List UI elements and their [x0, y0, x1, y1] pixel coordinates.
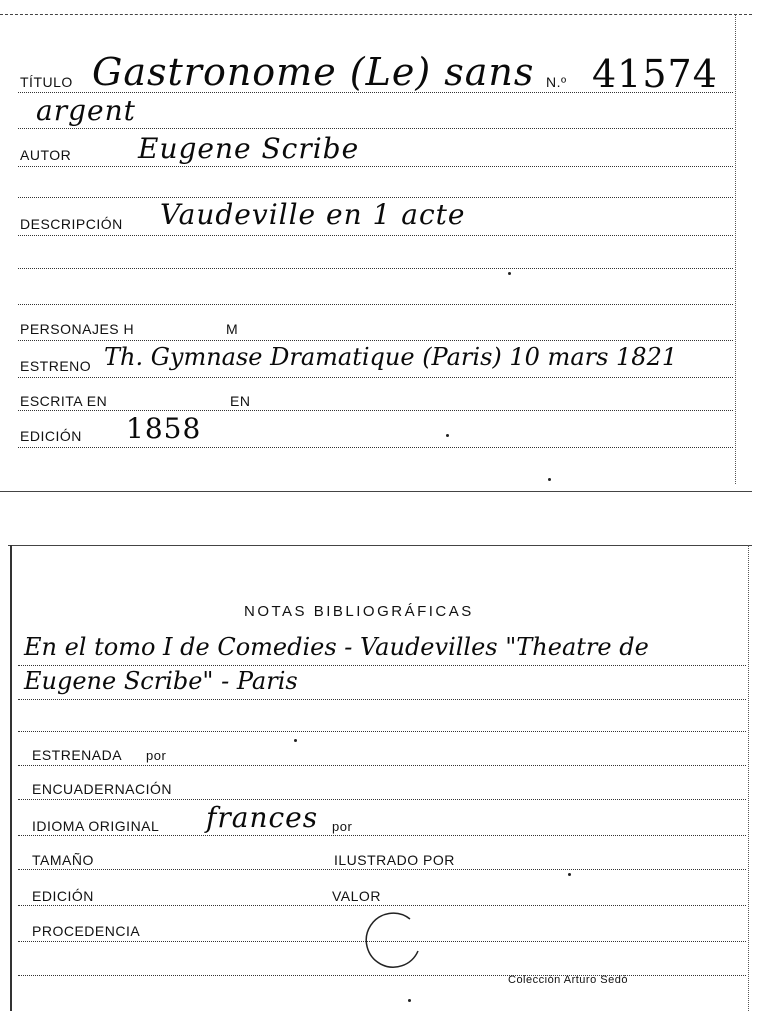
- stamp-mark: [360, 909, 426, 975]
- personajes-m-label: M: [226, 321, 239, 337]
- escrita-en-label: EN: [230, 393, 251, 409]
- personajes-label: PERSONAJES H: [20, 321, 135, 337]
- titulo-value: Gastronome (Le) sans: [92, 50, 535, 94]
- procedencia-label: PROCEDENCIA: [32, 923, 141, 939]
- escrita-line: [18, 410, 733, 411]
- ilustrado-label: ILUSTRADO POR: [334, 852, 455, 868]
- notas-line-rule-3: [18, 731, 746, 732]
- titulo-value-continued: argent: [36, 94, 136, 127]
- descripcion-label: DESCRIPCIÓN: [20, 216, 123, 232]
- edicion-label-back: EDICIÓN: [32, 888, 94, 904]
- catalog-card-back: [8, 543, 752, 1013]
- valor-label: VALOR: [332, 888, 381, 904]
- ink-speck: [446, 434, 449, 437]
- escrita-label: ESCRITA EN: [20, 393, 108, 409]
- edicion-line: [18, 447, 733, 448]
- idioma-value: frances: [206, 801, 319, 834]
- autor-line: [18, 166, 733, 167]
- tamano-label: TAMAÑO: [32, 852, 94, 868]
- edicion-line-back: [18, 905, 746, 906]
- personajes-line: [18, 340, 733, 341]
- ink-speck: [508, 272, 511, 275]
- tamano-line: [18, 869, 746, 870]
- notas-line-rule-1: [18, 665, 746, 666]
- ink-speck: [408, 999, 411, 1002]
- idioma-por-label: por: [332, 819, 353, 834]
- edicion-label: EDICIÓN: [20, 428, 82, 444]
- notas-line-rule-2: [18, 699, 746, 700]
- titulo-label: TÍTULO: [20, 74, 73, 90]
- top-border: [8, 545, 752, 546]
- estreno-label: ESTRENO: [20, 358, 92, 374]
- ink-speck: [294, 739, 297, 742]
- ink-speck: [568, 873, 571, 876]
- top-border: [0, 14, 752, 15]
- ink-speck: [548, 478, 551, 481]
- encuadernacion-label: ENCUADERNACIÓN: [32, 781, 173, 797]
- numero-value: 41574: [592, 52, 718, 96]
- notas-line-1: En el tomo I de Comedies - Vaudevilles "Theatre de: [24, 633, 649, 661]
- bottom-border: [0, 491, 752, 492]
- estreno-value: Th. Gymnase Dramatique (Paris) 10 mars 1821: [104, 343, 678, 371]
- left-border: [10, 545, 12, 1011]
- idioma-line: [18, 835, 746, 836]
- edicion-value: 1858: [126, 412, 202, 445]
- idioma-label: IDIOMA ORIGINAL: [32, 818, 160, 834]
- estrenada-label: ESTRENADA: [32, 747, 123, 763]
- blank-line-2: [18, 268, 733, 269]
- autor-label: AUTOR: [20, 147, 72, 163]
- notas-line-2: Eugene Scribe" - Paris: [24, 667, 298, 695]
- descripcion-line: [18, 235, 733, 236]
- right-border: [748, 545, 749, 1011]
- blank-line-back: [18, 975, 746, 976]
- blank-line-3: [18, 304, 733, 305]
- right-border: [735, 14, 736, 484]
- autor-value: Eugene Scribe: [138, 132, 360, 165]
- collection-credit: Colección Arturo Sedó: [508, 974, 628, 986]
- catalog-card-front: [0, 0, 752, 492]
- encuadernacion-line: [18, 799, 746, 800]
- numero-label: N.º: [546, 74, 567, 90]
- estrenada-line: [18, 765, 746, 766]
- estrenada-por-label: por: [146, 748, 167, 763]
- estreno-line: [18, 377, 733, 378]
- titulo-line: [18, 92, 733, 93]
- notas-heading: NOTAS BIBLIOGRÁFICAS: [244, 603, 474, 620]
- descripcion-value: Vaudeville en 1 acte: [160, 198, 466, 231]
- titulo-line-2: [18, 128, 733, 129]
